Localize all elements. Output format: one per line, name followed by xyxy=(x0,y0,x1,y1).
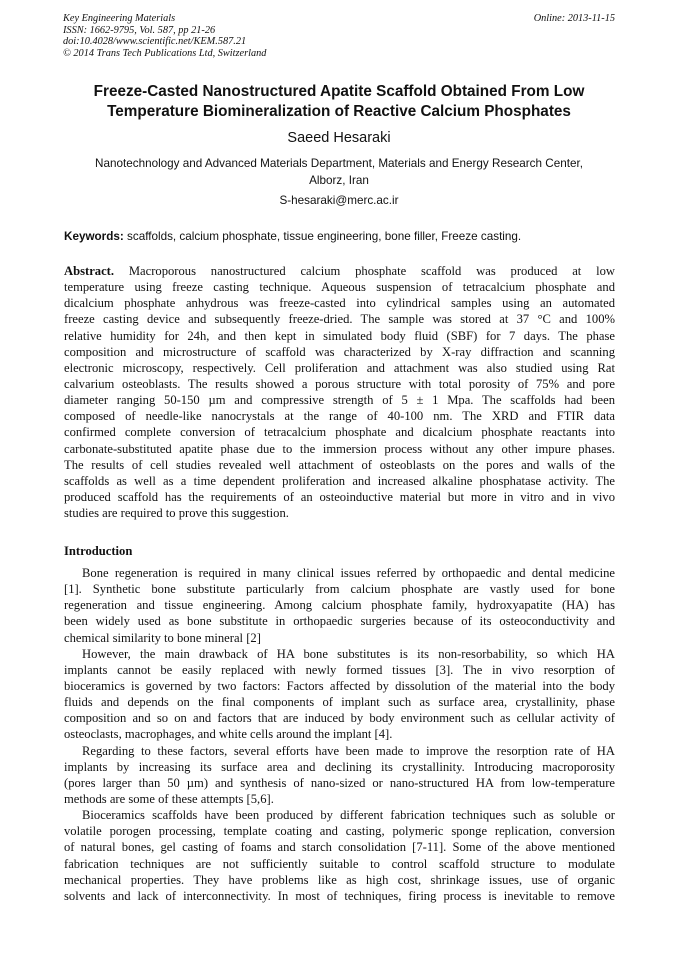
introduction-body xyxy=(64,565,615,904)
paragraph-line: methods are some of these attempts [5,6]. xyxy=(64,791,274,806)
affiliation-line: Nanotechnology and Advanced Materials Department, Materials and Energy Research Center, xyxy=(95,157,583,170)
doi-line: doi:10.4028/www.scientific.net/KEM.587.21 xyxy=(63,36,247,47)
paper-title xyxy=(70,82,608,121)
author-email: S-hesaraki@merc.ac.ir xyxy=(279,194,399,207)
abstract-line: carbonate-substituted apatite phase due to the immersion process without any other impure phases. xyxy=(64,441,615,456)
paragraph-line: [1]. Synthetic bone substitute particularly from calcium phosphate are vastly used for bone xyxy=(64,582,615,597)
abstract-line: confirmed complete conversion of tetracalcium phosphate and dicalcium phosphate reactants into xyxy=(64,425,615,440)
affiliation xyxy=(64,156,614,189)
paragraph-line: composition and so on and factors that are induced by body environment such as cellular activity of xyxy=(64,711,615,726)
issn-line: ISSN: 1662-9795, Vol. 587, pp 21-26 xyxy=(63,24,216,36)
paragraph-line: of natural bones, gel casting of foams and starch consolidation [7-11]. Some of the above mentioned xyxy=(64,840,615,855)
abstract-label: Abstract. xyxy=(64,264,115,278)
paragraph-line: regeneration and tissue engineering. Among calcium phosphate family, hydroxyapatite (HA) has xyxy=(64,598,615,613)
paragraph-line: mechanical properties. They have problems like as high cost, shrinkage issues, use of organic xyxy=(64,872,615,887)
abstract-line: electronic microscopy, respectively. Cell proliferation and attachment was also studied using Rat xyxy=(64,360,615,375)
abstract-line xyxy=(64,263,615,279)
paragraph-line: solvents and lack of interconnectivity. In most of techniques, firing process is inevitable to remove xyxy=(64,888,615,903)
abstract-line: studies are required to prove this suggestion. xyxy=(64,506,289,521)
copyright-line: © 2014 Trans Tech Publications Ltd, Switzerland xyxy=(63,47,267,59)
paragraph-line: However, the main drawback of HA bone substitutes is its non-resorbability, so which HA xyxy=(82,646,615,661)
paragraph-line: implants by increasing its surface area and declining its crystallinity. Introducing macroporosity xyxy=(64,759,615,774)
paragraph-line: volatile porogen processing, template coating and casting, polymeric sponge replication, conversion xyxy=(64,824,615,839)
author-name: Saeed Hesaraki xyxy=(287,130,391,146)
abstract xyxy=(64,263,615,521)
journal-name: Key Engineering Materials xyxy=(63,13,176,24)
paragraph-line: implants cannot be easily replaced with newly formed tissues [3]. The in vivo resorption of xyxy=(64,662,615,677)
keywords-text: scaffolds, calcium phosphate, tissue engineering, bone filler, Freeze casting. xyxy=(127,230,522,243)
abstract-line: composed of needle-like nanocrystals at the range of 40-100 nm. The XRD and FTIR data xyxy=(64,409,615,424)
keywords-label: Keywords: xyxy=(64,230,124,243)
paragraph-line: chemical similarity to bone mineral [2] xyxy=(64,630,261,645)
introduction-heading: Introduction xyxy=(64,544,133,558)
title-line: Temperature Biomineralization of Reactive Calcium Phosphates xyxy=(107,102,571,120)
paragraph-line: been widely used as bone substitute in orthopaedic surgeries because of its osteoconductivity and xyxy=(64,614,615,629)
paragraph-line: Regarding to these factors, several efforts have been made to improve the resorption rate of HA xyxy=(82,743,615,758)
paragraph-line: fabrication techniques are not sufficiently suitable to control scaffold structure to modulate xyxy=(64,856,615,871)
paragraph-line: Bioceramics scaffolds have been produced by different fabrication techniques such as soluble or xyxy=(82,808,615,823)
abstract-line: freeze casting device and subsequently freeze-dried. The sample was stored at 37 °C and 100% xyxy=(64,312,615,327)
journal-header xyxy=(63,13,615,59)
abstract-line: scaffolds as well as a time dependent proliferation and increased alkaline phosphatase activity. The xyxy=(64,473,615,488)
keywords xyxy=(64,229,616,244)
online-date: Online: 2013-11-15 xyxy=(533,13,615,24)
abstract-line: relative humidity for 24h, and then kept in simulated body fluid (SBF) for 7 days. The phase xyxy=(64,328,615,343)
affiliation-line: Alborz, Iran xyxy=(309,173,369,187)
paragraph-line: osteoclasts, macrophages, and white cells around the implant [4]. xyxy=(64,727,393,742)
abstract-line: diameter ranging 50-150 µm and compressive strength of 5 ± 1 Mpa. The scaffolds had been xyxy=(64,393,615,408)
abstract-line: temperature using freeze casting technique. Aqueous suspension of tetracalcium phosphate and xyxy=(64,280,615,295)
abstract-line-text: Macroporous nanostructured calcium phosphate scaffold was produced at low xyxy=(128,264,615,278)
abstract-line: The results of cell studies revealed well attachment of osteoblasts on the pores and walls of the xyxy=(64,457,615,472)
title-line: Freeze-Casted Nanostructured Apatite Scaffold Obtained From Low xyxy=(93,83,585,100)
abstract-line: composition and microstructure of scaffold was characterized by X-ray diffraction and scanning xyxy=(64,344,615,359)
paragraph-line: fluids and depends on the final components of implant such as surface area, crystallinity, phase xyxy=(64,695,615,710)
paragraph-line: (pores larger than 50 µm) and synthesis of nano-sized or nano-structured HA from low-temperature xyxy=(64,775,615,790)
abstract-line: produced scaffold has the requirements of an osteoinductive material but more in vitro and in vivo xyxy=(64,489,615,504)
paragraph-line: bioceramics is governed by two factors: Factors affected by dissolution of the material into the body xyxy=(64,678,615,693)
abstract-line: dicalcium phosphate anhydrous was freeze-casted into cylindrical samples using an automated xyxy=(64,296,615,311)
paragraph-line: Bone regeneration is required in many clinical issues referred by orthopaedic and dental medicine xyxy=(82,566,615,580)
abstract-line: calvarium osteoblasts. The results showed a porous structure with total porosity of 75% and pore xyxy=(64,376,615,391)
